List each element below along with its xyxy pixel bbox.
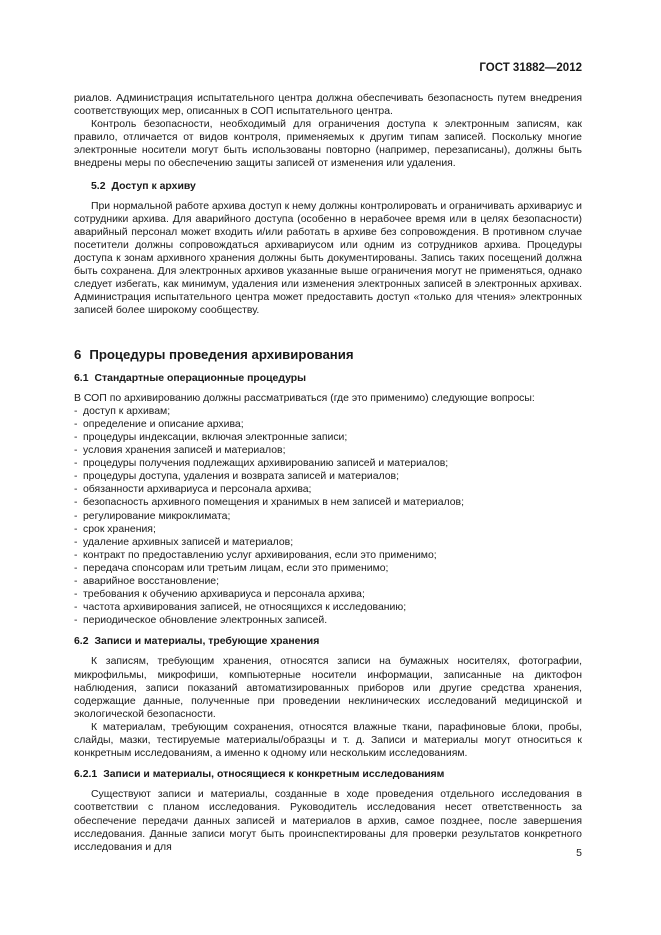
list-item-text: процедуры получения подлежащих архивированию записей и материалов; [83, 458, 449, 470]
section-title: Стандартные операционные процедуры [94, 372, 307, 384]
chapter-title: Процедуры проведения архивирования [89, 346, 354, 362]
list-item-text: требования к обучению архивариуса и персонала архива; [83, 589, 365, 601]
list-item [74, 588, 582, 601]
list-item [74, 483, 582, 496]
list-dash: - [74, 615, 78, 627]
list-item-text: условия хранения записей и материалов; [83, 445, 286, 457]
list-item [74, 601, 582, 614]
section-title: Доступ к архиву [111, 180, 196, 192]
list-dash: - [74, 576, 78, 587]
list-item-text: удаление архивных записей и материалов; [83, 536, 294, 548]
list-item-text: безопасность архивного помещения и хранимых в нем записей и материалов; [83, 497, 464, 509]
section-number: 6.2 [74, 636, 89, 648]
paragraph: Существуют записи и материалы, созданные в ходе проведения отдельного исследования в соответствии с планом исследования. Руководитель исследования несет ответственность за обеспечение передачи данных записей и материалов в архив, самое позднее, после завершения исследования. Данные записи могут быть проинспектированы для проверки результатов конкретного исследования и для [74, 789, 582, 853]
list-item [74, 496, 582, 509]
paragraph: В СОП по архивированию должны рассматриваться (где это применимо) следующие вопросы: [74, 392, 535, 404]
list-item [74, 523, 582, 536]
list-dash: - [74, 562, 78, 574]
list-item [74, 614, 582, 627]
list-item [74, 405, 582, 418]
list-item-text: доступ к архивам; [83, 405, 171, 417]
section-heading-6-1 [74, 372, 582, 385]
list-item-text: частота архивирования записей, не относящихся к исследованию; [83, 602, 407, 614]
list-item [74, 510, 582, 523]
section-title: Записи и материалы, требующие хранения [94, 636, 320, 648]
list-dash: - [74, 445, 78, 457]
list-dash: - [74, 602, 78, 614]
list-item-text: определение и описание архива; [83, 418, 244, 430]
list-item-text: контракт по предоставлению услуг архивирования, если это применимо; [83, 549, 437, 561]
list-item [74, 470, 582, 483]
list-item-text: передача спонсорам или третьим лицам, если это применимо; [83, 562, 389, 574]
paragraph: Контроль безопасности, необходимый для ограничения доступа к электронным записям, как правило, отличается от видов контроля, применяемых к другим типам записей. Поскольку многие электронные носители могут быть использованы повторно (например, перезаписаны), должны быть внедрены меры по обеспечению защиты записей от изменения или удаления. [74, 119, 582, 170]
list-item [74, 457, 582, 470]
section-heading-5-2 [74, 180, 582, 193]
section-title: Записи и материалы, относящиеся к конкретным исследованиям [103, 769, 445, 781]
document-code: ГОСТ 31882—2012 [479, 62, 582, 74]
paragraph: К материалам, требующим сохранения, относятся влажные ткани, парафиновые блоки, пробы, слайды, мазки, тестируемые материалы/образцы и т. д. Записи и материалы могут относиться к конкретным исследованиям, а именно к одному или нескольким исследованиям. [74, 721, 582, 760]
paragraph: При нормальной работе архива доступ к нему должны контролировать и ограничивать архивариус и сотрудники архива. Для аварийного доступа (особенно в нерабочее время или в целях безопасности) аварийный персонал может входить и/или работать в архиве без сопровождения. В противном случае посетители должны сопровождаться архивариусом или одним из сотрудников архива. Процедуры доступа к зонам архивного хранения должны быть документированы. Запись таких посещений должна быть сохранена. Для электронных архивов указанные выше ограничения могут не применяться, однако следует избегать, как минимум, удаления или изменения электронных записей в электронных архивах. Администрация испытательного центра может предоставить доступ «только для чтения» электронных записей более широкому сообществу. [74, 200, 582, 317]
list-item [74, 536, 582, 549]
list-dash: - [74, 458, 78, 470]
list-dash: - [74, 471, 78, 483]
list-dash: - [74, 536, 78, 548]
list-item [74, 431, 582, 444]
paragraph: риалов. Администрация испытательного центра должна обеспечивать безопасность путем внедрения соответствующих мер, описанных в СОП испытательного центра. [74, 93, 582, 118]
list-item-text: срок хранения; [83, 523, 156, 535]
chapter-heading-6 [74, 348, 582, 361]
list-item [74, 418, 582, 431]
list-dash: - [74, 497, 78, 509]
chapter-number: 6 [74, 346, 82, 362]
list-item-text: процедуры индексации, включая электронные записи; [83, 431, 348, 443]
list-item [74, 562, 582, 575]
list-dash: - [74, 523, 78, 535]
section-number: 5.2 [91, 180, 106, 192]
list-dash: - [74, 589, 78, 601]
list-item [74, 444, 582, 457]
requirements-list [74, 405, 582, 628]
list-dash: - [74, 510, 78, 522]
page-number: 5 [576, 847, 582, 859]
list-item [74, 575, 582, 588]
section-heading-6-2 [74, 635, 582, 648]
section-number: 6.2.1 [74, 769, 98, 781]
list-dash: - [74, 431, 78, 443]
list-item-text: процедуры доступа, удаления и возврата записей и материалов; [83, 471, 399, 483]
page-content [74, 92, 582, 854]
list-item-text: обязанности архивариуса и персонала архива; [83, 484, 312, 496]
list-item-text: регулирование микроклимата; [83, 510, 231, 522]
list-dash: - [74, 405, 78, 417]
list-dash: - [74, 418, 78, 430]
list-item-text: периодическое обновление электронных записей. [83, 615, 328, 627]
paragraph: К записям, требующим хранения, относятся записи на бумажных носителях, фотографии, микрофильмы, микрофиши, компьютерные носители информации, записанные на диктофон наблюдения, записи показаний автоматизированных приборов или другие средства хранения, содержащие данные, полученные при проведении неклинических исследований медицинской и экологической безопасности. [74, 656, 582, 720]
list-item-text: аварийное восстановление; [83, 576, 219, 587]
list-dash: - [74, 549, 78, 561]
section-heading-6-2-1 [74, 768, 582, 781]
list-item [74, 549, 582, 562]
list-dash: - [74, 484, 78, 496]
section-number: 6.1 [74, 372, 89, 384]
